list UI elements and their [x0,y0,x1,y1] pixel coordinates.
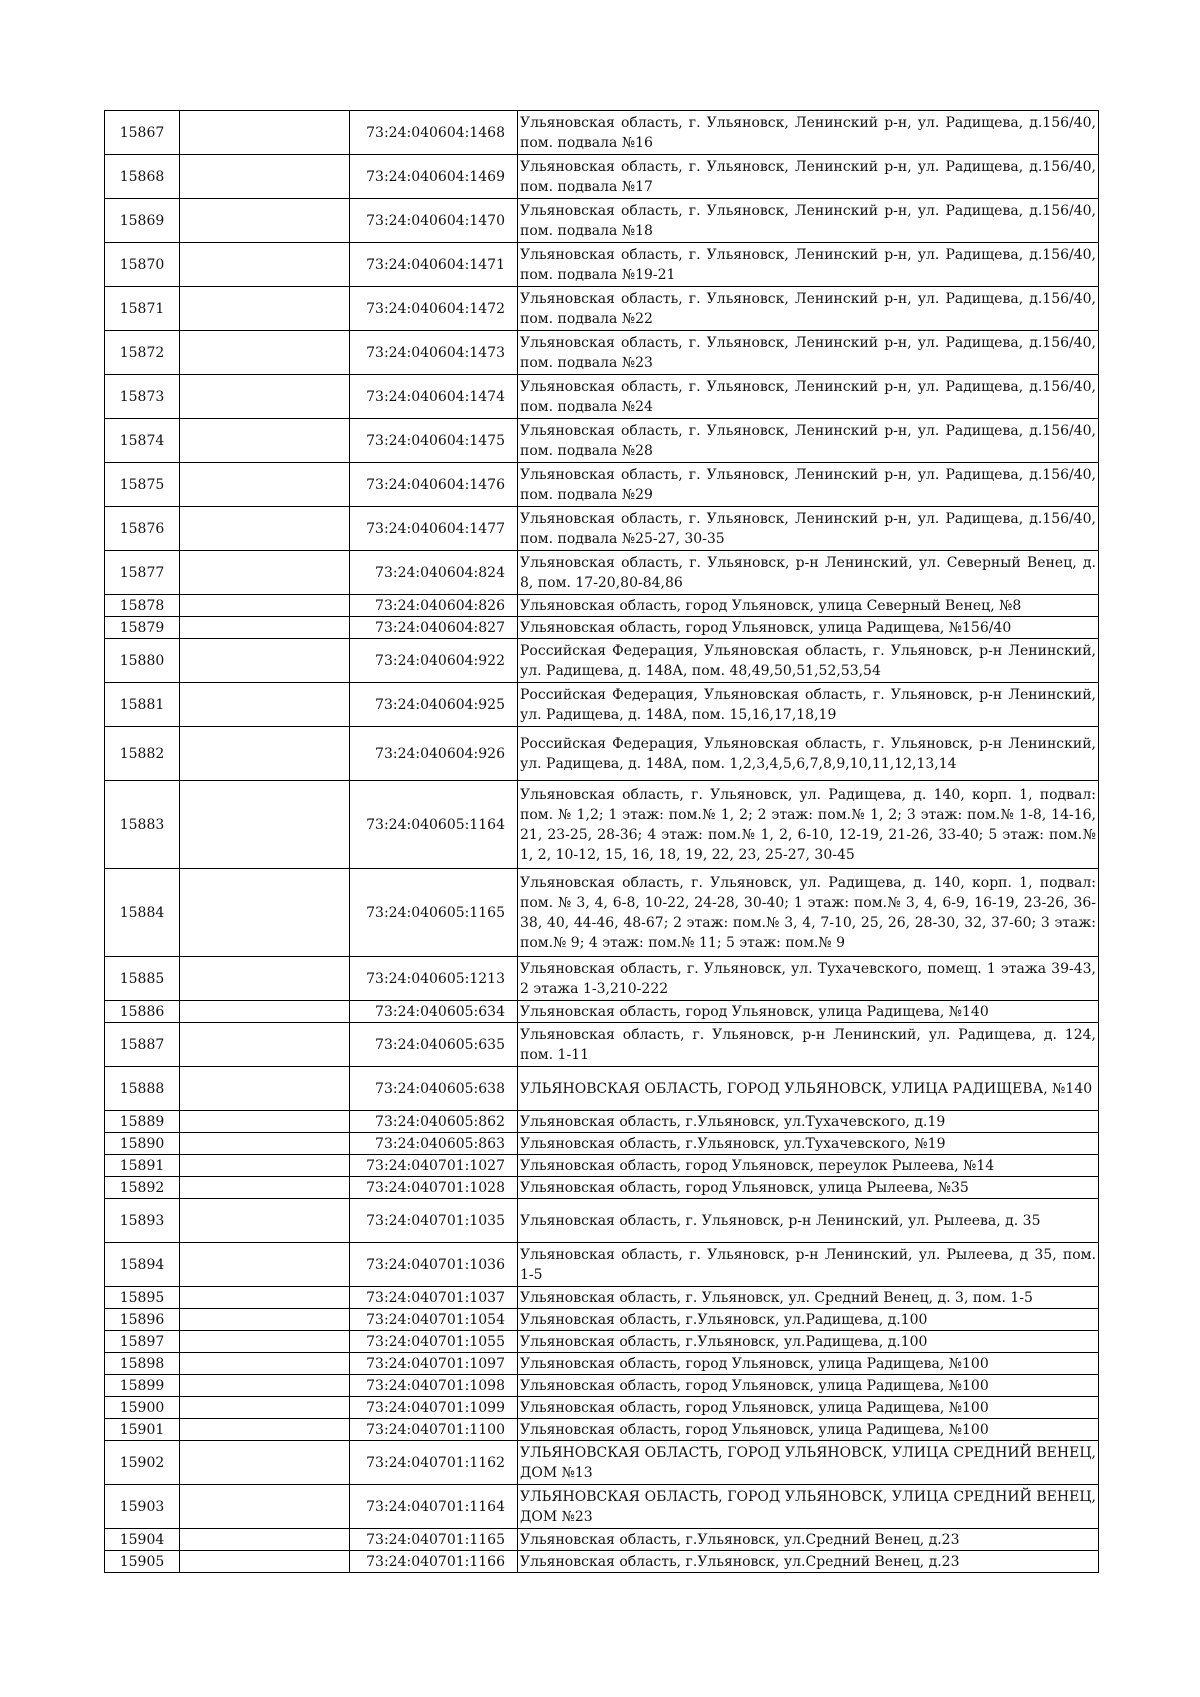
table-row [105,463,1099,507]
row-number: 15889 [105,1111,180,1133]
row-number: 15880 [105,639,180,683]
row-number: 15903 [105,1485,180,1529]
empty-cell [180,869,350,957]
address: УЛЬЯНОВСКАЯ ОБЛАСТЬ, ГОРОД УЛЬЯНОВСК, УЛИЦА РАДИЩЕВА, №140 [518,1067,1099,1111]
cadastral-number: 73:24:040604:827 [350,617,518,639]
table-row [105,1199,1099,1243]
empty-cell [180,1375,350,1397]
empty-cell [180,1353,350,1375]
table-row [105,1331,1099,1353]
cadastral-number: 73:24:040604:925 [350,683,518,727]
table-row [105,1441,1099,1485]
empty-cell [180,727,350,781]
cadastral-number: 73:24:040604:1468 [350,111,518,155]
table-row [105,507,1099,551]
table-row [105,1353,1099,1375]
row-number: 15883 [105,781,180,869]
table-row [105,957,1099,1001]
row-number: 15904 [105,1529,180,1551]
table-row [105,243,1099,287]
cadastral-number: 73:24:040604:1477 [350,507,518,551]
cadastral-number: 73:24:040701:1098 [350,1375,518,1397]
address: Ульяновская область, г. Ульяновск, Ленинский р-н, ул. Радищева, д.156/40, пом. подвала №22 [518,287,1099,331]
address: УЛЬЯНОВСКАЯ ОБЛАСТЬ, ГОРОД УЛЬЯНОВСК, УЛИЦА СРЕДНИЙ ВЕНЕЦ, ДОМ №13 [518,1441,1099,1485]
row-number: 15888 [105,1067,180,1111]
address: Ульяновская область, г.Ульяновск, ул.Средний Венец, д.23 [518,1551,1099,1573]
address: Ульяновская область, г. Ульяновск, р-н Ленинский, ул. Радищева, д. 124, пом. 1-11 [518,1023,1099,1067]
empty-cell [180,331,350,375]
row-number: 15882 [105,727,180,781]
address: Ульяновская область, г.Ульяновск, ул.Тухачевского, №19 [518,1133,1099,1155]
cadastral-number: 73:24:040701:1028 [350,1177,518,1199]
row-number: 15902 [105,1441,180,1485]
address: Ульяновская область, г.Ульяновск, ул.Радищева, д.100 [518,1331,1099,1353]
address: Ульяновская область, город Ульяновск, улица Радищева, №100 [518,1353,1099,1375]
row-number: 15879 [105,617,180,639]
row-number: 15871 [105,287,180,331]
row-number: 15893 [105,1199,180,1243]
address: Ульяновская область, город Ульяновск, улица Радищева, №140 [518,1001,1099,1023]
address: УЛЬЯНОВСКАЯ ОБЛАСТЬ, ГОРОД УЛЬЯНОВСК, УЛИЦА СРЕДНИЙ ВЕНЕЦ, ДОМ №23 [518,1485,1099,1529]
table-row [105,1155,1099,1177]
empty-cell [180,1331,350,1353]
cadastral-number: 73:24:040605:1165 [350,869,518,957]
cadastral-number: 73:24:040604:826 [350,595,518,617]
cadastral-number: 73:24:040605:634 [350,1001,518,1023]
empty-cell [180,199,350,243]
table-row [105,375,1099,419]
cadastral-number: 73:24:040604:824 [350,551,518,595]
cadastral-number: 73:24:040605:863 [350,1133,518,1155]
address: Ульяновская область, г. Ульяновск, р-н Ленинский, ул. Северный Венец, д. 8, пом. 17-20,80-84,86 [518,551,1099,595]
cadastral-number: 73:24:040604:1476 [350,463,518,507]
address: Ульяновская область, город Ульяновск, улица Рылеева, №35 [518,1177,1099,1199]
empty-cell [180,1067,350,1111]
row-number: 15891 [105,1155,180,1177]
table-row [105,781,1099,869]
address: Ульяновская область, г. Ульяновск, ул. Радищева, д. 140, корп. 1, подвал: пом. № 3, 4, 6-8, 10-22, 24-28, 30-40; 1 этаж: пом.№ 3, 4, 6-9, 16-19, 23-26, 36-38, 40, 44-46, 48-67; 2 этаж: пом.№ 3, 4, 7-10, 25, 26, 28-30, 32, 37-60; 3 этаж: пом.№ 9; 4 этаж: пом.№ 11; 5 этаж: пом.№ 9 [518,869,1099,957]
table-row [105,683,1099,727]
empty-cell [180,1177,350,1199]
row-number: 15905 [105,1551,180,1573]
row-number: 15878 [105,595,180,617]
empty-cell [180,375,350,419]
table-row [105,1067,1099,1111]
empty-cell [180,957,350,1001]
row-number: 15870 [105,243,180,287]
cadastral-number: 73:24:040605:1164 [350,781,518,869]
empty-cell [180,507,350,551]
table-row [105,1287,1099,1309]
row-number: 15884 [105,869,180,957]
cadastral-number: 73:24:040605:862 [350,1111,518,1133]
empty-cell [180,1023,350,1067]
address: Ульяновская область, г. Ульяновск, ул. Тухачевского, помещ. 1 этажа 39-43, 2 этажа 1-3,210-222 [518,957,1099,1001]
address: Ульяновская область, г. Ульяновск, Ленинский р-н, ул. Радищева, д.156/40, пом. подвала №17 [518,155,1099,199]
row-number: 15874 [105,419,180,463]
address: Ульяновская область, г.Ульяновск, ул.Тухачевского, д.19 [518,1111,1099,1133]
empty-cell [180,683,350,727]
table-row [105,1419,1099,1441]
cadastral-number: 73:24:040604:1474 [350,375,518,419]
cadastral-number: 73:24:040604:1472 [350,287,518,331]
table-row [105,1309,1099,1331]
cadastral-number: 73:24:040701:1100 [350,1419,518,1441]
table-row [105,617,1099,639]
table-row [105,1551,1099,1573]
address: Ульяновская область, город Ульяновск, улица Радищева, №100 [518,1375,1099,1397]
row-number: 15873 [105,375,180,419]
empty-cell [180,243,350,287]
table-row [105,111,1099,155]
table-row [105,199,1099,243]
empty-cell [180,419,350,463]
table-row [105,155,1099,199]
table-row [105,1529,1099,1551]
row-number: 15881 [105,683,180,727]
table-row [105,551,1099,595]
empty-cell [180,287,350,331]
address: Ульяновская область, г. Ульяновск, Ленинский р-н, ул. Радищева, д.156/40, пом. подвала №28 [518,419,1099,463]
row-number: 15897 [105,1331,180,1353]
table-row [105,287,1099,331]
address: Ульяновская область, г. Ульяновск, Ленинский р-н, ул. Радищева, д.156/40, пом. подвала №24 [518,375,1099,419]
empty-cell [180,1529,350,1551]
row-number: 15895 [105,1287,180,1309]
registry-table-body [105,111,1099,1573]
empty-cell [180,1133,350,1155]
table-row [105,1485,1099,1529]
row-number: 15877 [105,551,180,595]
empty-cell [180,1287,350,1309]
cadastral-number: 73:24:040701:1036 [350,1243,518,1287]
cadastral-number: 73:24:040701:1166 [350,1551,518,1573]
cadastral-number: 73:24:040604:1475 [350,419,518,463]
address: Ульяновская область, г. Ульяновск, Ленинский р-н, ул. Радищева, д.156/40, пом. подвала №19-21 [518,243,1099,287]
empty-cell [180,1243,350,1287]
address: Ульяновская область, г. Ульяновск, Ленинский р-н, ул. Радищева, д.156/40, пом. подвала №18 [518,199,1099,243]
empty-cell [180,551,350,595]
address: Ульяновская область, г. Ульяновск, р-н Ленинский, ул. Рылеева, д 35, пом. 1-5 [518,1243,1099,1287]
address: Ульяновская область, г. Ульяновск, Ленинский р-н, ул. Радищева, д.156/40, пом. подвала №25-27, 30-35 [518,507,1099,551]
cadastral-number: 73:24:040701:1097 [350,1353,518,1375]
empty-cell [180,111,350,155]
empty-cell [180,1485,350,1529]
table-row [105,1133,1099,1155]
table-row [105,331,1099,375]
table-row [105,595,1099,617]
empty-cell [180,1199,350,1243]
table-row [105,1001,1099,1023]
empty-cell [180,1155,350,1177]
cadastral-number: 73:24:040701:1162 [350,1441,518,1485]
row-number: 15890 [105,1133,180,1155]
cadastral-number: 73:24:040604:1473 [350,331,518,375]
address: Ульяновская область, г.Ульяновск, ул.Радищева, д.100 [518,1309,1099,1331]
address: Ульяновская область, г. Ульяновск, ул. Средний Венец, д. 3, пом. 1-5 [518,1287,1099,1309]
address: Ульяновская область, город Ульяновск, улица Северный Венец, №8 [518,595,1099,617]
address: Ульяновская область, город Ульяновск, улица Радищева, №156/40 [518,617,1099,639]
empty-cell [180,1001,350,1023]
empty-cell [180,1111,350,1133]
address: Ульяновская область, г.Ульяновск, ул.Средний Венец, д.23 [518,1529,1099,1551]
cadastral-number: 73:24:040701:1099 [350,1397,518,1419]
table-row [105,1177,1099,1199]
table-row [105,1397,1099,1419]
empty-cell [180,1441,350,1485]
row-number: 15894 [105,1243,180,1287]
row-number: 15885 [105,957,180,1001]
empty-cell [180,1419,350,1441]
table-row [105,419,1099,463]
row-number: 15875 [105,463,180,507]
cadastral-number: 73:24:040604:1470 [350,199,518,243]
cadastral-number: 73:24:040605:1213 [350,957,518,1001]
cadastral-number: 73:24:040605:635 [350,1023,518,1067]
address: Российская Федерация, Ульяновская область, г. Ульяновск, р-н Ленинский, ул. Радищева, д. 148А, пом. 48,49,50,51,52,53,54 [518,639,1099,683]
row-number: 15892 [105,1177,180,1199]
empty-cell [180,1397,350,1419]
cadastral-number: 73:24:040701:1164 [350,1485,518,1529]
table-row [105,1375,1099,1397]
empty-cell [180,639,350,683]
empty-cell [180,463,350,507]
address: Ульяновская область, г. Ульяновск, Ленинский р-н, ул. Радищева, д.156/40, пом. подвала №16 [518,111,1099,155]
row-number: 15900 [105,1397,180,1419]
registry-table [104,110,1099,1573]
address: Российская Федерация, Ульяновская область, г. Ульяновск, р-н Ленинский, ул. Радищева, д. 148А, пом. 15,16,17,18,19 [518,683,1099,727]
empty-cell [180,1551,350,1573]
empty-cell [180,1309,350,1331]
row-number: 15867 [105,111,180,155]
cadastral-number: 73:24:040701:1035 [350,1199,518,1243]
cadastral-number: 73:24:040604:1471 [350,243,518,287]
row-number: 15872 [105,331,180,375]
empty-cell [180,617,350,639]
address: Ульяновская область, г. Ульяновск, Ленинский р-н, ул. Радищева, д.156/40, пом. подвала №29 [518,463,1099,507]
address: Ульяновская область, город Ульяновск, переулок Рылеева, №14 [518,1155,1099,1177]
cadastral-number: 73:24:040701:1054 [350,1309,518,1331]
row-number: 15868 [105,155,180,199]
address: Ульяновская область, г. Ульяновск, р-н Ленинский, ул. Рылеева, д. 35 [518,1199,1099,1243]
empty-cell [180,155,350,199]
table-row [105,1023,1099,1067]
cadastral-number: 73:24:040604:926 [350,727,518,781]
row-number: 15899 [105,1375,180,1397]
row-number: 15876 [105,507,180,551]
cadastral-number: 73:24:040604:922 [350,639,518,683]
cadastral-number: 73:24:040605:638 [350,1067,518,1111]
table-row [105,1243,1099,1287]
empty-cell [180,781,350,869]
address: Ульяновская область, г. Ульяновск, ул. Радищева, д. 140, корп. 1, подвал: пом. № 1,2; 1 этаж: пом.№ 1, 2; 2 этаж: пом.№ 1, 2; 3 этаж: пом.№ 1-8, 14-16, 21, 23-25, 28-36; 4 этаж: пом.№ 1, 2, 6-10, 12-19, 21-26, 33-40; 5 этаж: пом.№ 1, 2, 10-12, 15, 16, 18, 19, 22, 23, 25-27, 30-45 [518,781,1099,869]
row-number: 15886 [105,1001,180,1023]
cadastral-number: 73:24:040701:1027 [350,1155,518,1177]
empty-cell [180,595,350,617]
address: Ульяновская область, город Ульяновск, улица Радищева, №100 [518,1397,1099,1419]
row-number: 15869 [105,199,180,243]
row-number: 15896 [105,1309,180,1331]
address: Ульяновская область, город Ульяновск, улица Радищева, №100 [518,1419,1099,1441]
table-row [105,1111,1099,1133]
cadastral-number: 73:24:040701:1055 [350,1331,518,1353]
address: Ульяновская область, г. Ульяновск, Ленинский р-н, ул. Радищева, д.156/40, пом. подвала №23 [518,331,1099,375]
row-number: 15898 [105,1353,180,1375]
row-number: 15887 [105,1023,180,1067]
cadastral-number: 73:24:040701:1165 [350,1529,518,1551]
cadastral-number: 73:24:040604:1469 [350,155,518,199]
address: Российская Федерация, Ульяновская область, г. Ульяновск, р-н Ленинский, ул. Радищева, д. 148А, пом. 1,2,3,4,5,6,7,8,9,10,11,12,13,14 [518,727,1099,781]
table-row [105,727,1099,781]
table-row [105,639,1099,683]
cadastral-number: 73:24:040701:1037 [350,1287,518,1309]
table-row [105,869,1099,957]
row-number: 15901 [105,1419,180,1441]
